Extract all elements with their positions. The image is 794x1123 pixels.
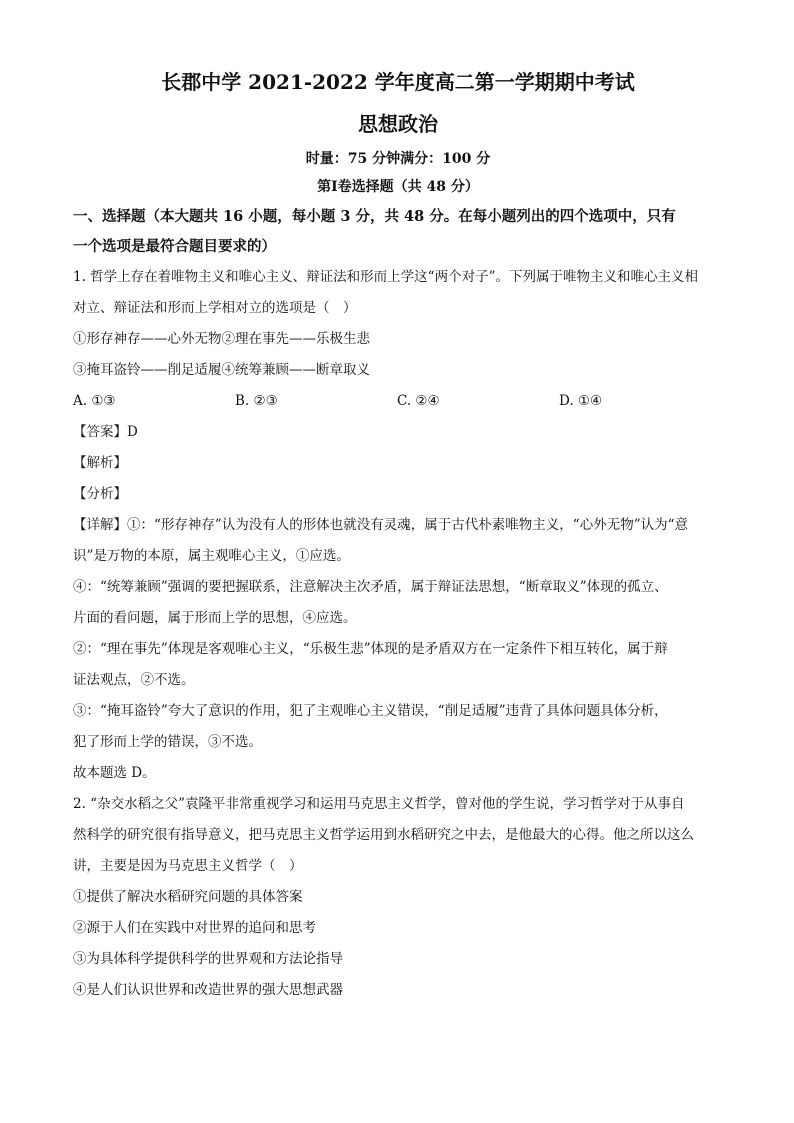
- q2-stem-line3: 讲，主要是因为马克思主义哲学（ ）: [73, 858, 303, 874]
- exam-meta: 时量：75 分钟满分：100 分: [305, 151, 491, 167]
- q1-detail-line4: 片面的看问题，属于形而上学的思想，④应选。: [73, 610, 357, 626]
- q1-detail-line8: 犯了形而上学的错误，③不选。: [73, 734, 262, 750]
- volume-heading: 第Ⅰ卷选择题（共 48 分）: [317, 179, 479, 195]
- q1-detail-line2: 识”是万物的本原，属主观唯心主义，①应选。: [73, 548, 350, 564]
- q1-options: [73, 386, 723, 417]
- question-2: [73, 789, 723, 1006]
- q1-detail-line5: ②：“理在事先”体现是客观唯心主义，“乐极生悲”体现的是矛盾双方在一定条件下相互转化，属于辩: [73, 641, 668, 657]
- q2-item-2: ②源于人们在实践中对世界的追问和思考: [73, 920, 316, 936]
- q1-item-line2: ③掩耳盗铃——削足适履④统筹兼顾——断章取义: [73, 362, 370, 378]
- q1-conclusion: 故本题选 D。: [73, 765, 156, 781]
- q1-stem-line2: 对立、辩证法和形而上学相对立的选项是（ ）: [73, 300, 357, 316]
- section-instruction-line1: 一、选择题（本大题共 16 小题，每小题 3 分，共 48 分。在每小题列出的四个选项中，只有: [73, 208, 676, 225]
- exam-title: 长郡中学 2021-2022 学年度高二第一学期期中考试: [161, 70, 635, 94]
- exam-page: [73, 68, 723, 1006]
- q1-option-c: C. ②④: [397, 393, 440, 409]
- q1-option-a: A. ①③: [73, 393, 116, 409]
- q2-stem-line1: 2. “杂交水稻之父”袁隆平非常重视学习和运用马克思主义哲学，曾对他的学生说，学习哲学对于从事自: [73, 796, 685, 812]
- q1-detail-line1: 【详解】①：“形存神存”认为没有人的形体也就没有灵魂，属于古代朴素唯物主义，“心外无物”认为“意: [73, 517, 689, 533]
- q1-option-d: D. ①④: [559, 393, 603, 409]
- q1-detail-line3: ④：“统筹兼顾”强调的要把握联系，注意解决主次矛盾，属于辩证法思想，“断章取义”体现的孤立、: [73, 579, 668, 595]
- subject-title: 思想政治: [358, 112, 438, 136]
- q2-item-3: ③为具体科学提供科学的世界观和方法论指导: [73, 951, 343, 967]
- q1-detail-line6: 证法观点，②不选。: [73, 672, 195, 688]
- q2-stem-line2: 然科学的研究很有指导意义，把马克思主义哲学运用到水稻研究之中去，是他最大的心得。他之所以这么: [73, 827, 694, 843]
- section-instruction-line2: 一个选项是最符合题目要求的）: [73, 238, 276, 255]
- q1-stem-line1: 1. 哲学上存在着唯物主义和唯心主义、辩证法和形而上学这“两个对子”。下列属于唯物主义和唯心主义相: [73, 269, 698, 285]
- q1-analysis-label: 【解析】: [73, 455, 127, 471]
- q1-fenxi-label: 【分析】: [73, 486, 127, 502]
- q1-item-line1: ①形存神存——心外无物②理在事先——乐极生悲: [73, 331, 370, 347]
- q2-item-1: ①提供了解决水稻研究问题的具体答案: [73, 889, 303, 905]
- q1-answer: 【答案】D: [73, 424, 138, 440]
- q1-option-b: B. ②③: [235, 393, 278, 409]
- q1-detail-line7: ③：“掩耳盗铃”夸大了意识的作用，犯了主观唯心主义错误，“削足适履”违背了具体问题具体分析，: [73, 703, 668, 719]
- q2-item-4: ④是人们认识世界和改造世界的强大思想武器: [73, 982, 343, 998]
- question-1: [73, 262, 723, 789]
